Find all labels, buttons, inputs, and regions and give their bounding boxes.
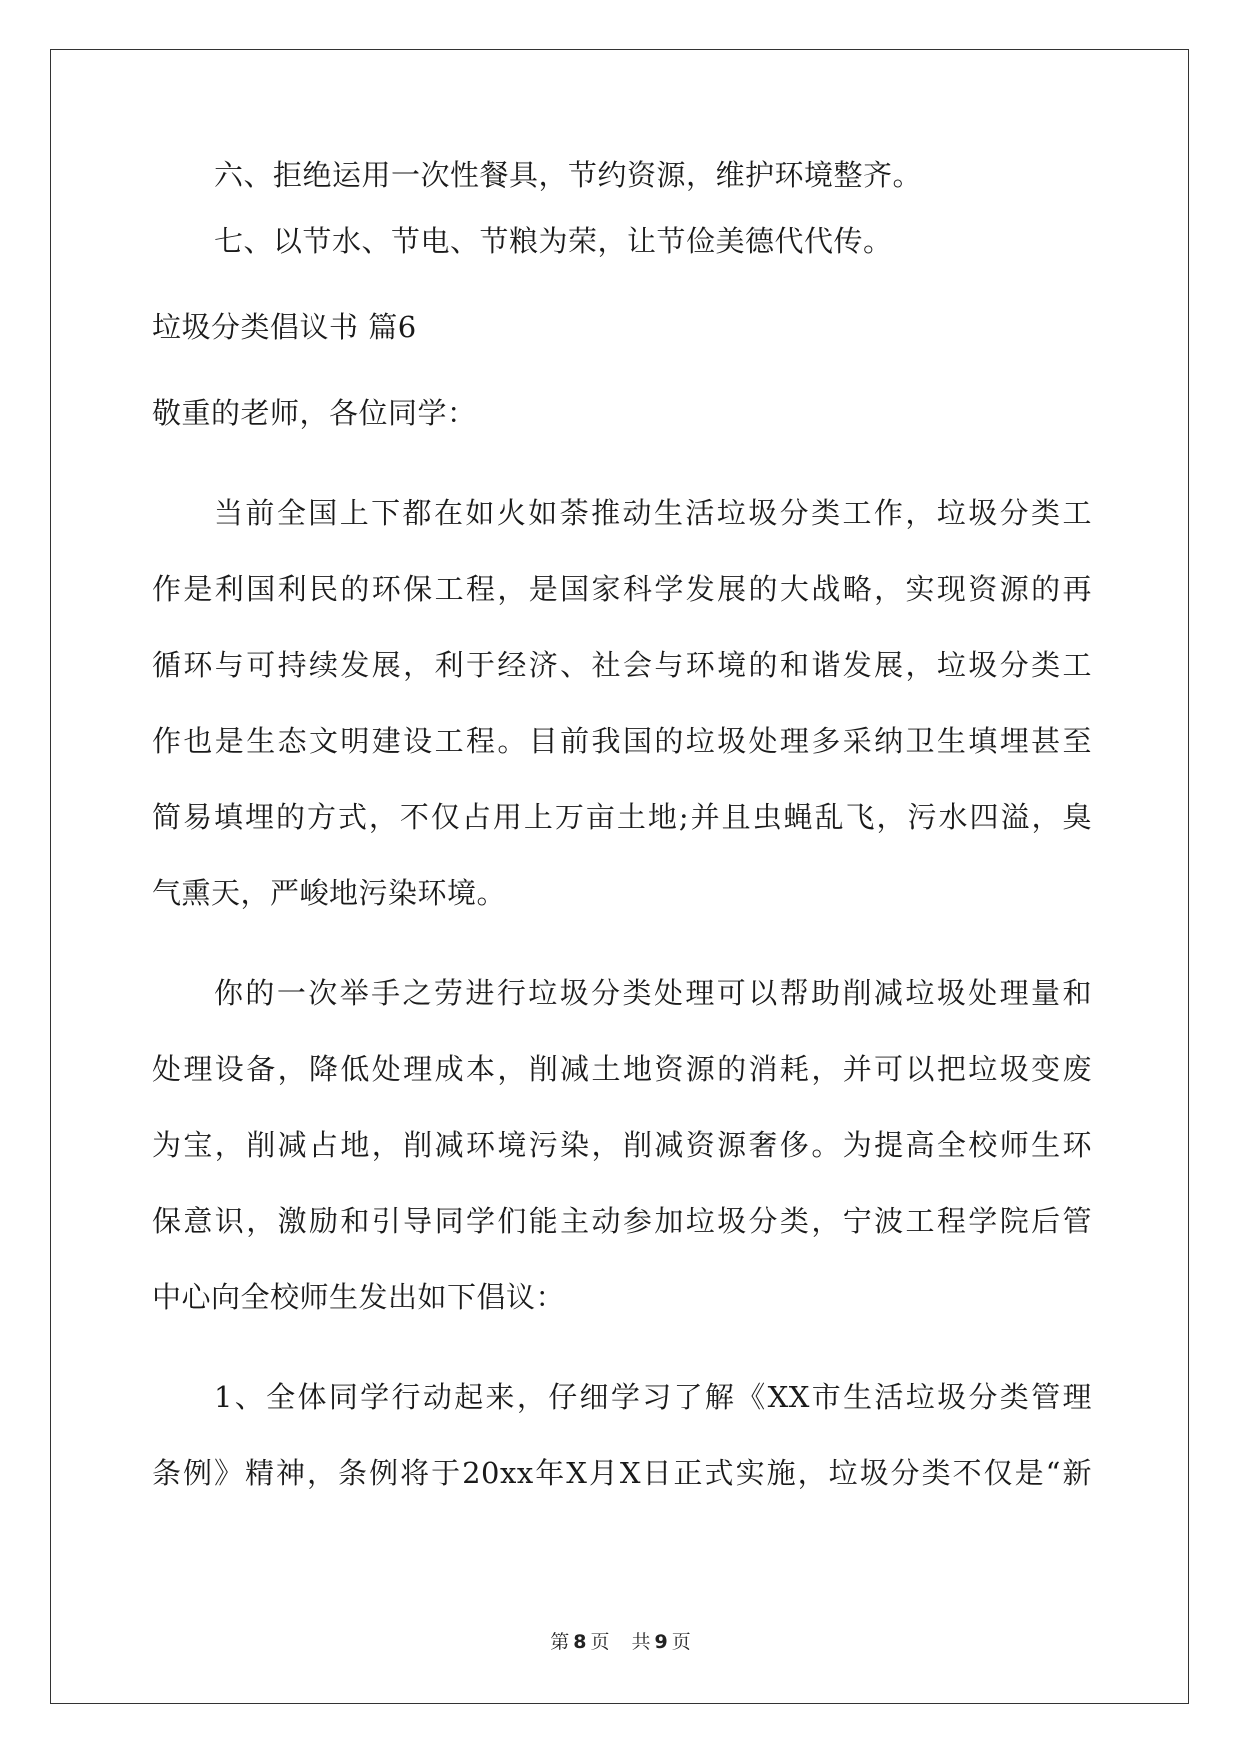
paragraph-line: 保意识，激励和引导同学们能主动参加垃圾分类，宁波工程学院后管 [152, 1204, 1092, 1238]
document-body [152, 160, 1092, 1534]
paragraph-line: 循环与可持续发展，利于经济、社会与环境的和谐发展，垃圾分类工 [152, 648, 1092, 682]
paragraph-line: 中心向全校师生发出如下倡议： [152, 1280, 566, 1314]
page-total: 共 9 页 [631, 1631, 691, 1653]
paragraph-line: 气熏天，严峻地污染环境。 [152, 876, 507, 910]
paragraph-line: 作是利国利民的环保工程，是国家科学发展的大战略，实现资源的再 [152, 572, 1092, 606]
paragraph-line: 为宝，削减占地，削减环境污染，削减资源奢侈。为提高全校师生环 [152, 1128, 1092, 1162]
paragraph-line: 条例》精神，条例将于20xx年X月X日正式实施，垃圾分类不仅是“新 [152, 1456, 1092, 1490]
paragraph-line: 简易填埋的方式，不仅占用上万亩土地;并且虫蝇乱飞，污水四溢，臭 [152, 800, 1092, 834]
paragraph-line: 你的一次举手之劳进行垃圾分类处理可以帮助削减垃圾处理量和 [214, 976, 1092, 1010]
paragraph-line: 处理设备，降低处理成本，削减土地资源的消耗，并可以把垃圾变废 [152, 1052, 1092, 1086]
salutation: 敬重的老师，各位同学： [152, 396, 477, 430]
paragraph-line: 七、以节水、节电、节粮为荣，让节俭美德代代传。 [214, 224, 893, 258]
paragraph-line: 六、拒绝运用一次性餐具，节约资源，维护环境整齐。 [214, 158, 923, 192]
paragraph-line: 作也是生态文明建设工程。目前我国的垃圾处理多采纳卫生填埋甚至 [152, 724, 1092, 758]
paragraph-line: 1、全体同学行动起来，仔细学习了解《XX市生活垃圾分类管理 [214, 1380, 1092, 1414]
page-number: 第 8 页 [550, 1631, 610, 1653]
page-footer [0, 1627, 1241, 1654]
paragraph-line: 当前全国上下都在如火如荼推动生活垃圾分类工作，垃圾分类工 [214, 496, 1092, 530]
section-heading: 垃圾分类倡议书 篇6 [152, 310, 417, 344]
